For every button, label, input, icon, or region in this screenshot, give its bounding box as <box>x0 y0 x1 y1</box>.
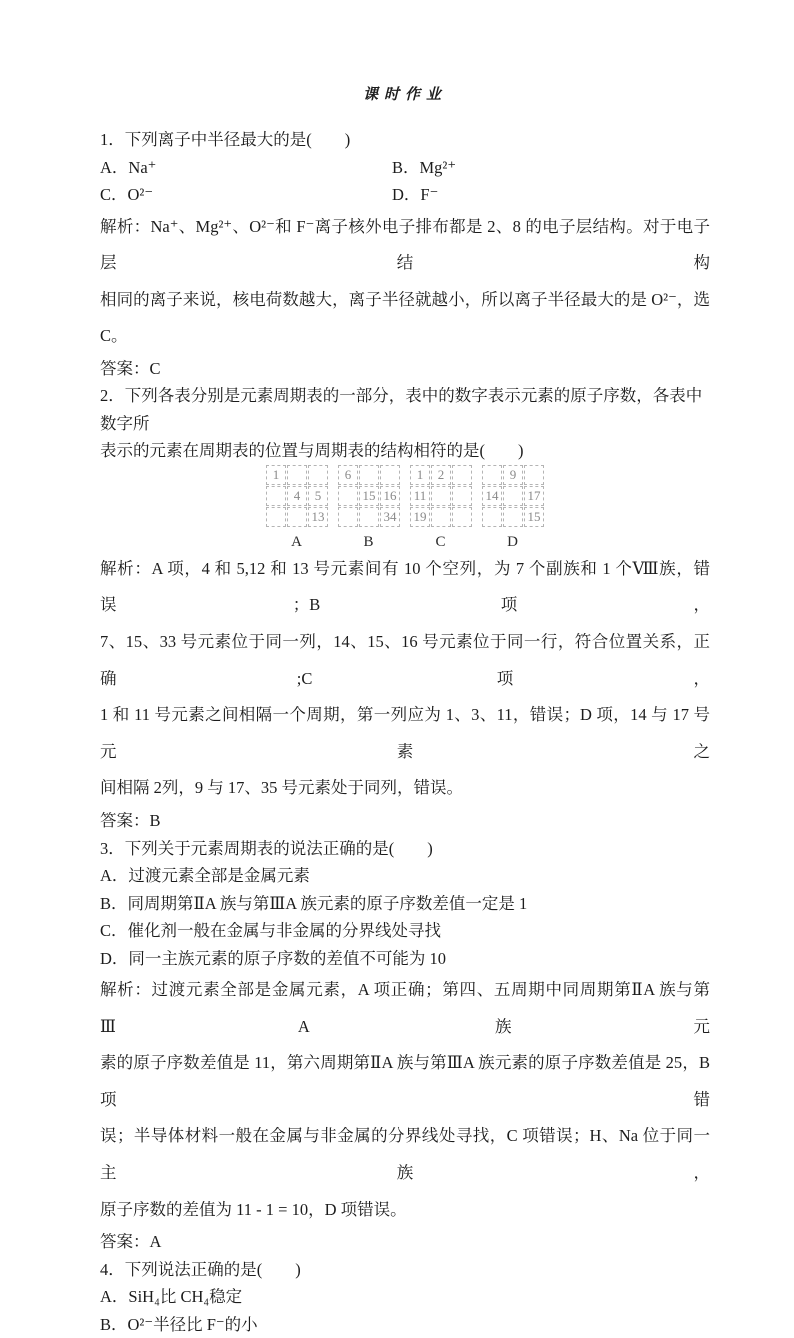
question-1-options-row-2 <box>100 181 710 209</box>
grid-cell <box>524 465 544 485</box>
periodic-table-fragments <box>100 465 710 551</box>
grid-cell <box>266 486 286 506</box>
question-1-options-row-1 <box>100 154 710 182</box>
periodic-fragment-c <box>410 465 472 551</box>
grid-cell <box>503 507 523 527</box>
text-line: 误；半导体材料一般在金属与非金属的分界线处寻找，C 项错误；H、Na 位于同一主族， <box>100 1126 710 1182</box>
q3-option-c: C．催化剂一般在金属与非金属的分界线处寻找 <box>100 921 442 941</box>
grid-cell <box>338 507 358 527</box>
text-line: 素的原子序数差值是 11，第六周期第ⅡA 族与第ⅢA 族元素的原子序数差值是 25，B 项错 <box>100 1053 710 1109</box>
fragment-label-a: A <box>291 533 303 550</box>
grid-cell <box>431 507 451 527</box>
fragment-grid-c <box>410 465 472 527</box>
periodic-fragment-b <box>338 465 400 551</box>
grid-cell <box>452 486 472 506</box>
grid-cell: 14 <box>482 486 502 506</box>
grid-cell: 6 <box>338 465 358 485</box>
grid-cell: 34 <box>380 507 400 527</box>
q3-option-b: B．同周期第ⅡA 族与第ⅢA 族元素的原子序数差值一定是 1 <box>100 893 528 913</box>
q4-option-a: A．SiH₄比 CH₄稳定 <box>100 1287 243 1307</box>
text-line: 2．下列各表分别是元素周期表的一部分，表中的数字表示元素的原子序数，各表中数字所 <box>100 386 703 433</box>
q3-option-d: D．同一主族元素的原子序数的差值不可能为 10 <box>100 948 447 968</box>
grid-cell <box>431 486 451 506</box>
grid-cell: 15 <box>524 507 544 527</box>
periodic-fragment-d <box>482 465 544 551</box>
grid-cell: 11 <box>410 486 430 506</box>
text-line: 表示的元素在周期表的位置与周期表的结构相符的是( ) <box>100 441 524 461</box>
grid-cell <box>380 465 400 485</box>
q2-answer: 答案：B <box>100 811 161 831</box>
grid-cell <box>266 507 286 527</box>
grid-cell <box>482 507 502 527</box>
text-line: 间相隔 2列，9 与 17、35 号元素处于同列，错误。 <box>100 778 463 798</box>
q1-analysis <box>100 209 710 355</box>
text-line: 1 和 11 号元素之间相隔一个周期，第一列应为 1、3、11，错误；D 项，14 与 17 号元素之 <box>100 705 710 761</box>
grid-cell: 1 <box>410 465 430 485</box>
fragment-label-b: B <box>363 533 375 550</box>
fragment-grid-d <box>482 465 544 527</box>
question-3-prompt: 3．下列关于元素周期表的说法正确的是( ) <box>100 838 433 858</box>
grid-cell <box>287 507 307 527</box>
grid-cell <box>452 507 472 527</box>
grid-cell: 2 <box>431 465 451 485</box>
grid-cell: 15 <box>359 486 379 506</box>
grid-cell: 13 <box>308 507 328 527</box>
q3-analysis <box>100 972 710 1228</box>
text-line: 解析：A 项，4 和 5,12 和 13 号元素间有 10 个空列，为 7 个副族和 1 个Ⅷ族，错误；B 项， <box>100 558 710 615</box>
grid-cell: 5 <box>308 486 328 506</box>
grid-cell <box>482 465 502 485</box>
q2-analysis <box>100 551 710 807</box>
fragment-label-c: C <box>435 533 447 550</box>
q3-answer: 答案：A <box>100 1232 162 1252</box>
grid-cell: 9 <box>503 465 523 485</box>
grid-cell <box>338 486 358 506</box>
text-line: 原子序数的差值为 11 - 1 = 10，D 项错误。 <box>100 1199 407 1219</box>
grid-cell: 1 <box>266 465 286 485</box>
grid-cell <box>452 465 472 485</box>
grid-cell: 19 <box>410 507 430 527</box>
q1-option-a: A．Na⁺ <box>100 157 157 177</box>
question-1-prompt: 1．下列离子中半径最大的是( ) <box>100 130 351 149</box>
fragment-grid-a <box>266 465 328 527</box>
grid-cell <box>503 486 523 506</box>
grid-cell <box>308 465 328 485</box>
grid-cell: 17 <box>524 486 544 506</box>
text-line: 解析：过渡元素全部是金属元素，A 项正确；第四、五周期中同周期第ⅡA 族与第ⅢA 族元 <box>100 980 710 1036</box>
question-4-prompt: 4．下列说法正确的是( ) <box>100 1259 301 1279</box>
text-line: 解析：Na⁺、Mg²⁺、O²⁻和 F⁻离子核外电子排布都是 2、8 的电子层结构。对于电子层结构 <box>100 216 710 273</box>
q1-option-c: C．O²⁻ <box>100 185 154 204</box>
q1-answer: 答案：C <box>100 358 161 378</box>
grid-cell <box>359 465 379 485</box>
q4-option-b: B．O²⁻半径比 F⁻的小 <box>100 1314 258 1334</box>
q3-option-a: A．过渡元素全部是金属元素 <box>100 866 310 886</box>
grid-cell <box>359 507 379 527</box>
grid-cell <box>287 465 307 485</box>
worksheet-title: 课时作业 <box>362 87 447 103</box>
text-line: 7、15、33 号元素位于同一列，14、15、16 号元素位于同一行，符合位置关系，正确;C 项， <box>100 632 710 688</box>
fragment-grid-b <box>338 465 400 527</box>
periodic-fragment-a <box>266 465 328 551</box>
question-2-prompt <box>100 382 710 465</box>
grid-cell: 16 <box>380 486 400 506</box>
text-line: 相同的离子来说，核电荷数越大，离子半径就越小，所以离子半径最大的是 O²⁻，选 C。 <box>100 289 710 346</box>
fragment-label-d: D <box>507 533 519 550</box>
q1-option-b: B．Mg²⁺ <box>392 157 457 177</box>
grid-cell: 4 <box>287 486 307 506</box>
q1-option-d: D．F⁻ <box>392 185 439 204</box>
